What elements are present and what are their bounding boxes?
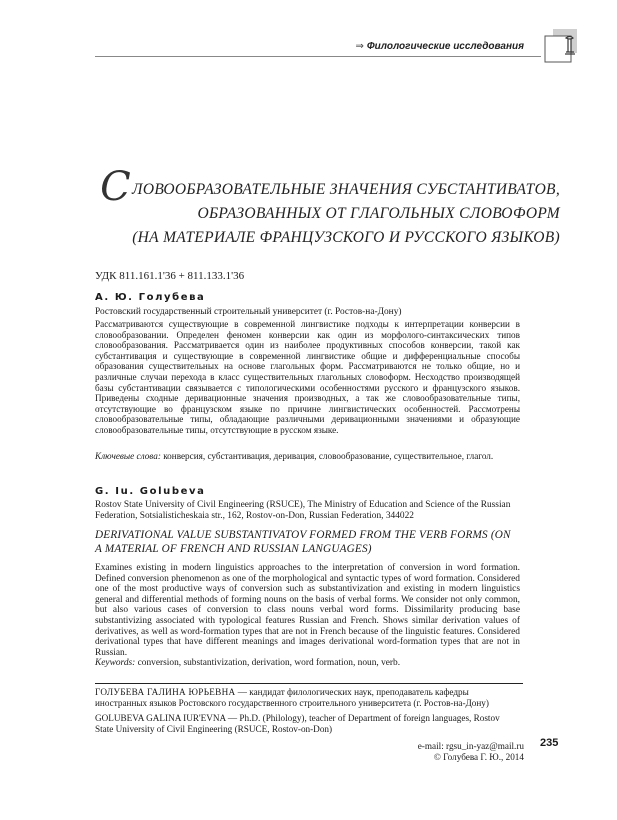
footnote-rule bbox=[95, 683, 523, 684]
footnote-en bbox=[95, 713, 520, 735]
abstract-en bbox=[95, 563, 520, 669]
header-rule bbox=[95, 56, 527, 57]
abstract-ru: Рассматриваются существующие в современной лингвистике подходы к интерпретации конверсии в словообразовании. Определен феномен конверсии как один из морфолого-синтаксических типов словообразования. Рассматривается один из наиболее продуктивных способов конверсии, такой как субстантивация и существующие в современной лингвистике общие и дифференциальные способы образования существительных на основе глагольных форм. Рассматриваются не только общие, но и различные случаи перехода в класс существительных глагольных словоформ. Несходство производящей базы субстантивации связывается с типологическими особенностями русского и французского языков. Приведены сходные деривационные значения производных, а так же словообразовательные типы, отсутствующие во французском языке по причине лингвистических особенностей. Рассмотрены словообразовательные типы, обладающие различными деривационными значениями и образующие словообразовательные типы, отсутствующие в русском языке. bbox=[95, 319, 520, 435]
keywords-en-text: conversion, substantivization, derivation, word formation, noun, verb. bbox=[137, 658, 401, 669]
article-title bbox=[60, 164, 560, 250]
footnote-ru-text: — кандидат филологических наук, преподаватель кафедры иностранных языков Ростовского государственного строительного университета (г. Ростов-на-Дону) bbox=[95, 687, 489, 708]
footnote-ru-name: ГОЛУБЕВА ГАЛИНА ЮРЬЕВНА bbox=[95, 687, 236, 697]
copyright: © Голубева Г. Ю., 2014 bbox=[433, 752, 524, 762]
title-line-2: ОБРАЗОВАННЫХ ОТ ГЛАГОЛЬНЫХ СЛОВОФОРМ bbox=[197, 205, 560, 222]
title-dropcap: С bbox=[100, 164, 132, 210]
footnote-en-name: GOLUBEVA GALINA IUR'EVNA bbox=[95, 713, 226, 723]
title-line-1 bbox=[60, 164, 560, 210]
title-en: DERIVATIONAL VALUE SUBSTANTIVATOV FORMED FROM THE VERB FORMS (ON A MATERIAL OF FRENCH AND RUSSIAN LANGUAGES) bbox=[95, 529, 511, 555]
keywords-ru bbox=[95, 451, 520, 462]
author-en: G. Iu. Golubeva bbox=[95, 486, 206, 497]
keywords-ru-text: конверсия, субстантивация, деривация, словообразование, существительное, глагол. bbox=[163, 451, 494, 461]
author-email: e-mail: rgsu_in-yaz@mail.ru bbox=[417, 741, 524, 751]
column-logo-svg bbox=[541, 28, 584, 68]
footnote-ru bbox=[95, 687, 520, 709]
title-line-3: (НА МАТЕРИАЛЕ ФРАНЦУЗСКОГО И РУССКОГО ЯЗЫКОВ) bbox=[132, 229, 560, 246]
abstract-en-text: Examines existing in modern linguistics approaches to the interpretation of conversion in word formation. Defined conversion phenomenon as one of the morphological and syntactic types of word formation. Considered one of the most productive ways of conversion such as substantivization and existing in modern linguistics general and differential methods of forming nouns on the basis of verbal forms. We consider not only common, but also various cases of conversion to class nouns verbal word forms. Dissimilarity producing base substantivizing associated with typological features Russian and French. Shows similar derivation values of derivatives, as well as word-formation types that are not in French because of the linguistic features. Considered derivational types that have different meanings and images derivational word-formation types that are not in Russian. bbox=[95, 563, 520, 658]
title-line-1-text: ЛОВООБРАЗОВАТЕЛЬНЫЕ ЗНАЧЕНИЯ СУБСТАНТИВАТОВ, bbox=[132, 181, 560, 198]
section-title: Филологические исследования bbox=[366, 41, 524, 52]
arrow-icon: ⇒ bbox=[355, 41, 364, 52]
column-logo-icon bbox=[541, 28, 584, 68]
affiliation-en: Rostov State University of Civil Engineering (RSUCE), The Ministry of Education and Science of the Russian Federation, Sotsialisticheskaia str., 162, Rostov-on-Don, Russian Federation, 344022 bbox=[95, 500, 511, 521]
footnote-en-text: — Ph.D. (Philology), teacher of Department of foreign languages, Rostov State University of Civil Engineering (RSUCE, Rostov-on-Don) bbox=[95, 713, 500, 734]
keywords-ru-label: Ключевые слова: bbox=[95, 451, 161, 461]
udk-code: УДК 811.161.1'36 + 811.133.1'36 bbox=[95, 270, 245, 282]
affiliation-ru: Ростовский государственный строительный университет (г. Ростов-на-Дону) bbox=[95, 307, 402, 317]
page-number: 235 bbox=[540, 737, 559, 749]
author-ru: А. Ю. Голубева bbox=[95, 292, 206, 303]
header-rule-right bbox=[527, 56, 541, 57]
keywords-en-label: Keywords: bbox=[95, 658, 136, 669]
running-header bbox=[330, 41, 524, 52]
